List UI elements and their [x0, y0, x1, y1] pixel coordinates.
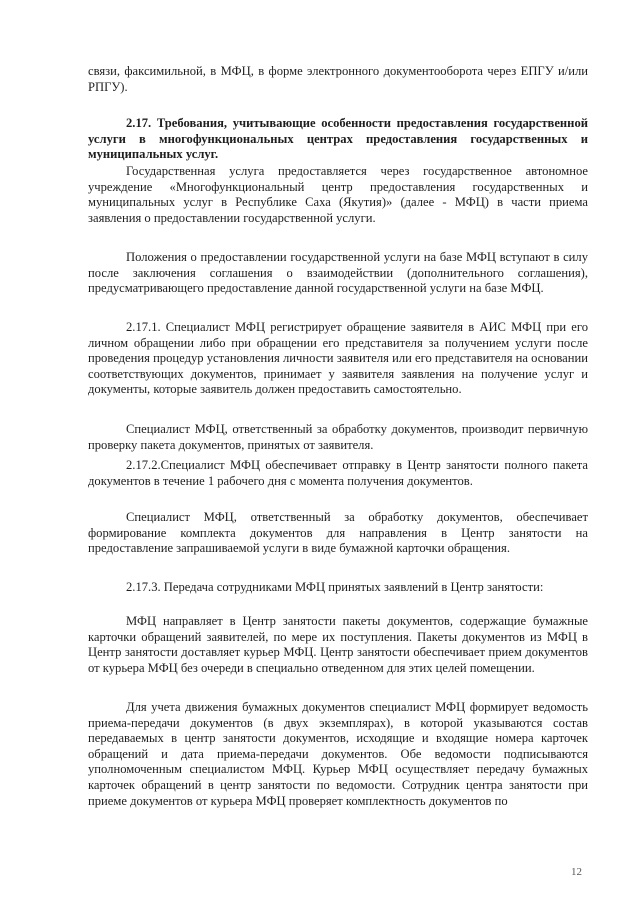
paragraph-9: Для учета движения бумажных документов специалист МФЦ формирует ведомость приема-передачи документов (в двух экземплярах), в которой указываются состав передаваемых в центр занятости документов, исходящие и входящие номера карточек обращений и дата приема-передачи документов. Обе ведомости подписываются уполномоченным специалистом МФЦ. Курьер МФЦ осуществляет передачу бумажных карточек обращений в центр занятости по ведомости. Сотрудник центра занятости при приеме документов от курьера МФЦ проверяет комплектность документов по [88, 700, 588, 808]
paragraph-6: Специалист МФЦ, ответственный за обработку документов, обеспечивает формирование комплекта документов для направления в Центр занятости на предоставление запрашиваемой услуги в виде бумажной карточки обращения. [88, 510, 588, 556]
paragraph-5: 2.17.2.Специалист МФЦ обеспечивает отправку в Центр занятости полного пакета документов в течение 1 рабочего дня с момента получения документов. [88, 458, 588, 488]
paragraph-3: 2.17.1. Специалист МФЦ регистрирует обращение заявителя в АИС МФЦ при его личном обращении либо при обращении его представителя за получением услуги после проведения процедур установления личности заявителя или его представителя на основании соответствующих документов, принимает у заявителя заявления на получение услуг и документы, которые заявитель должен предоставить самостоятельно. [88, 320, 588, 397]
continuation-text: связи, факсимильной, в МФЦ, в форме электронного документооборота через ЕПГУ и/или РПГУ). [88, 64, 588, 94]
paragraph-2: Положения о предоставлении государственной услуги на базе МФЦ вступают в силу после заключения соглашения о взаимодействии (дополнительного соглашения), предусматривающего предоставление данной государственной услуги на базе МФЦ. [88, 250, 588, 296]
paragraph-7: 2.17.3. Передача сотрудниками МФЦ принятых заявлений в Центр занятости: [126, 580, 544, 594]
paragraph-1: Государственная услуга предоставляется через государственное автономное учреждение «Многофункциональный центр предоставления государственных и муниципальных услуг в Республике Саха (Якутия)» (далее - МФЦ) в части приема заявления о предоставлении государственной услуги. [88, 164, 588, 225]
paragraph-8: МФЦ направляет в Центр занятости пакеты документов, содержащие бумажные карточки обращений заявителей, по мере их поступления. Пакеты документов из МФЦ в Центр занятости доставляет курьер МФЦ. Центр занятости обеспечивает прием документов от курьера МФЦ без очереди в специально отведенном для этих целей помещении. [88, 614, 588, 675]
page-number: 12 [571, 866, 582, 878]
paragraph-4: Специалист МФЦ, ответственный за обработку документов, производит первичную проверку пакета документов, принятых от заявителя. [88, 422, 588, 452]
section-heading: 2.17. Требования, учитывающие особенности предоставления государственной услуги в многофункциональных центрах предоставления государственных и муниципальных услуг. [88, 116, 588, 162]
